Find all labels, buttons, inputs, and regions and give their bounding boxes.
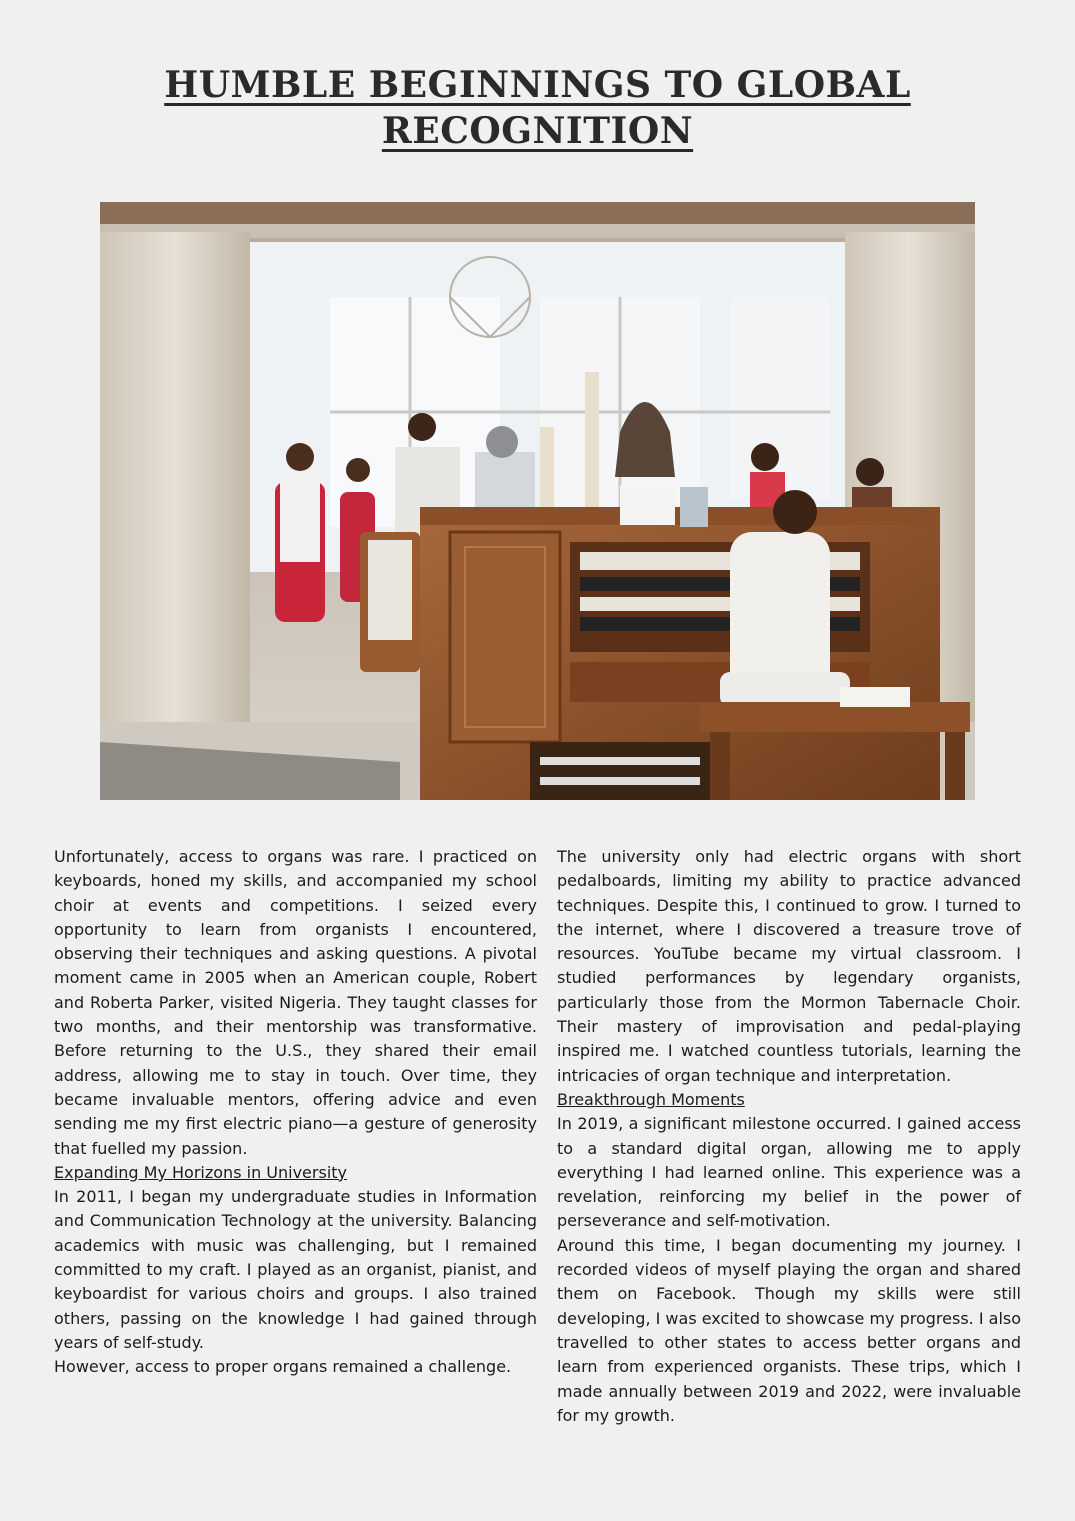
page-title: HUMBLE BEGINNINGS TO GLOBAL RECOGNITION [164, 64, 911, 152]
paragraph: In 2019, a significant milestone occurred. I gained access to a standard digital organ, allowing me to apply everything I had learned online. This experience was a revelation, reinforcing my belief in the power of perseverance and self-motivation. [557, 1114, 1021, 1231]
paragraph: Unfortunately, access to organs was rare. I practiced on keyboards, honed my skills, and accompanied my school choir at events and competitions. I seized every opportunity to learn from organists I encountered, observing their techniques and asking questions. A pivotal moment came in 2005 when an American couple, Robert and Roberta Parker, visited Nigeria. They taught classes for two months, and their mentorship was transformative. Before returning to the U.S., they shared their email address, allowing me to stay in touch. Over time, they became invaluable mentors, offering advice and even sending me my first electric piano—a gesture of generosity that fuelled my passion. [54, 847, 537, 1158]
organist-photo [100, 202, 975, 800]
paragraph: Around this time, I began documenting my journey. I recorded videos of myself playing the organ and shared them on Facebook. Though my skills were still developing, I was excited to showcase my progress. I also travelled to other states to access better organs and learn from experienced organists. These trips, which I made annually between 2019 and 2022, were invaluable for my growth. [557, 1235, 1022, 1425]
right-column [557, 845, 1021, 1428]
paragraph: However, access to proper organs remained a challenge. [54, 1357, 512, 1377]
paragraph: In 2011, I began my undergraduate studies in Information and Communication Technology at the university. Balancing academics with music was challenging, but I remained committed to my craft. I played as an organist, pianist, and keyboardist for various choirs and groups. I also trained others, passing on the knowledge I had gained through years of self-study. [54, 1187, 537, 1352]
paragraph: The university only had electric organs with short pedalboards, limiting my ability to practice advanced techniques. Despite this, I continued to grow. I turned to the internet, where I discovered a treasure trove of resources. YouTube became my virtual classroom. I studied performances by legendary organists, particularly those from the Mormon Tabernacle Choir. Their mastery of improvisation and pedal-playing inspired me. I watched countless tutorials, learning the intricacies of organ technique and interpretation. [557, 847, 1021, 1085]
section-heading-breakthrough: Breakthrough Moments [557, 1089, 745, 1109]
left-column [54, 845, 537, 1380]
section-heading-university: Expanding My Horizons in University [54, 1162, 347, 1182]
